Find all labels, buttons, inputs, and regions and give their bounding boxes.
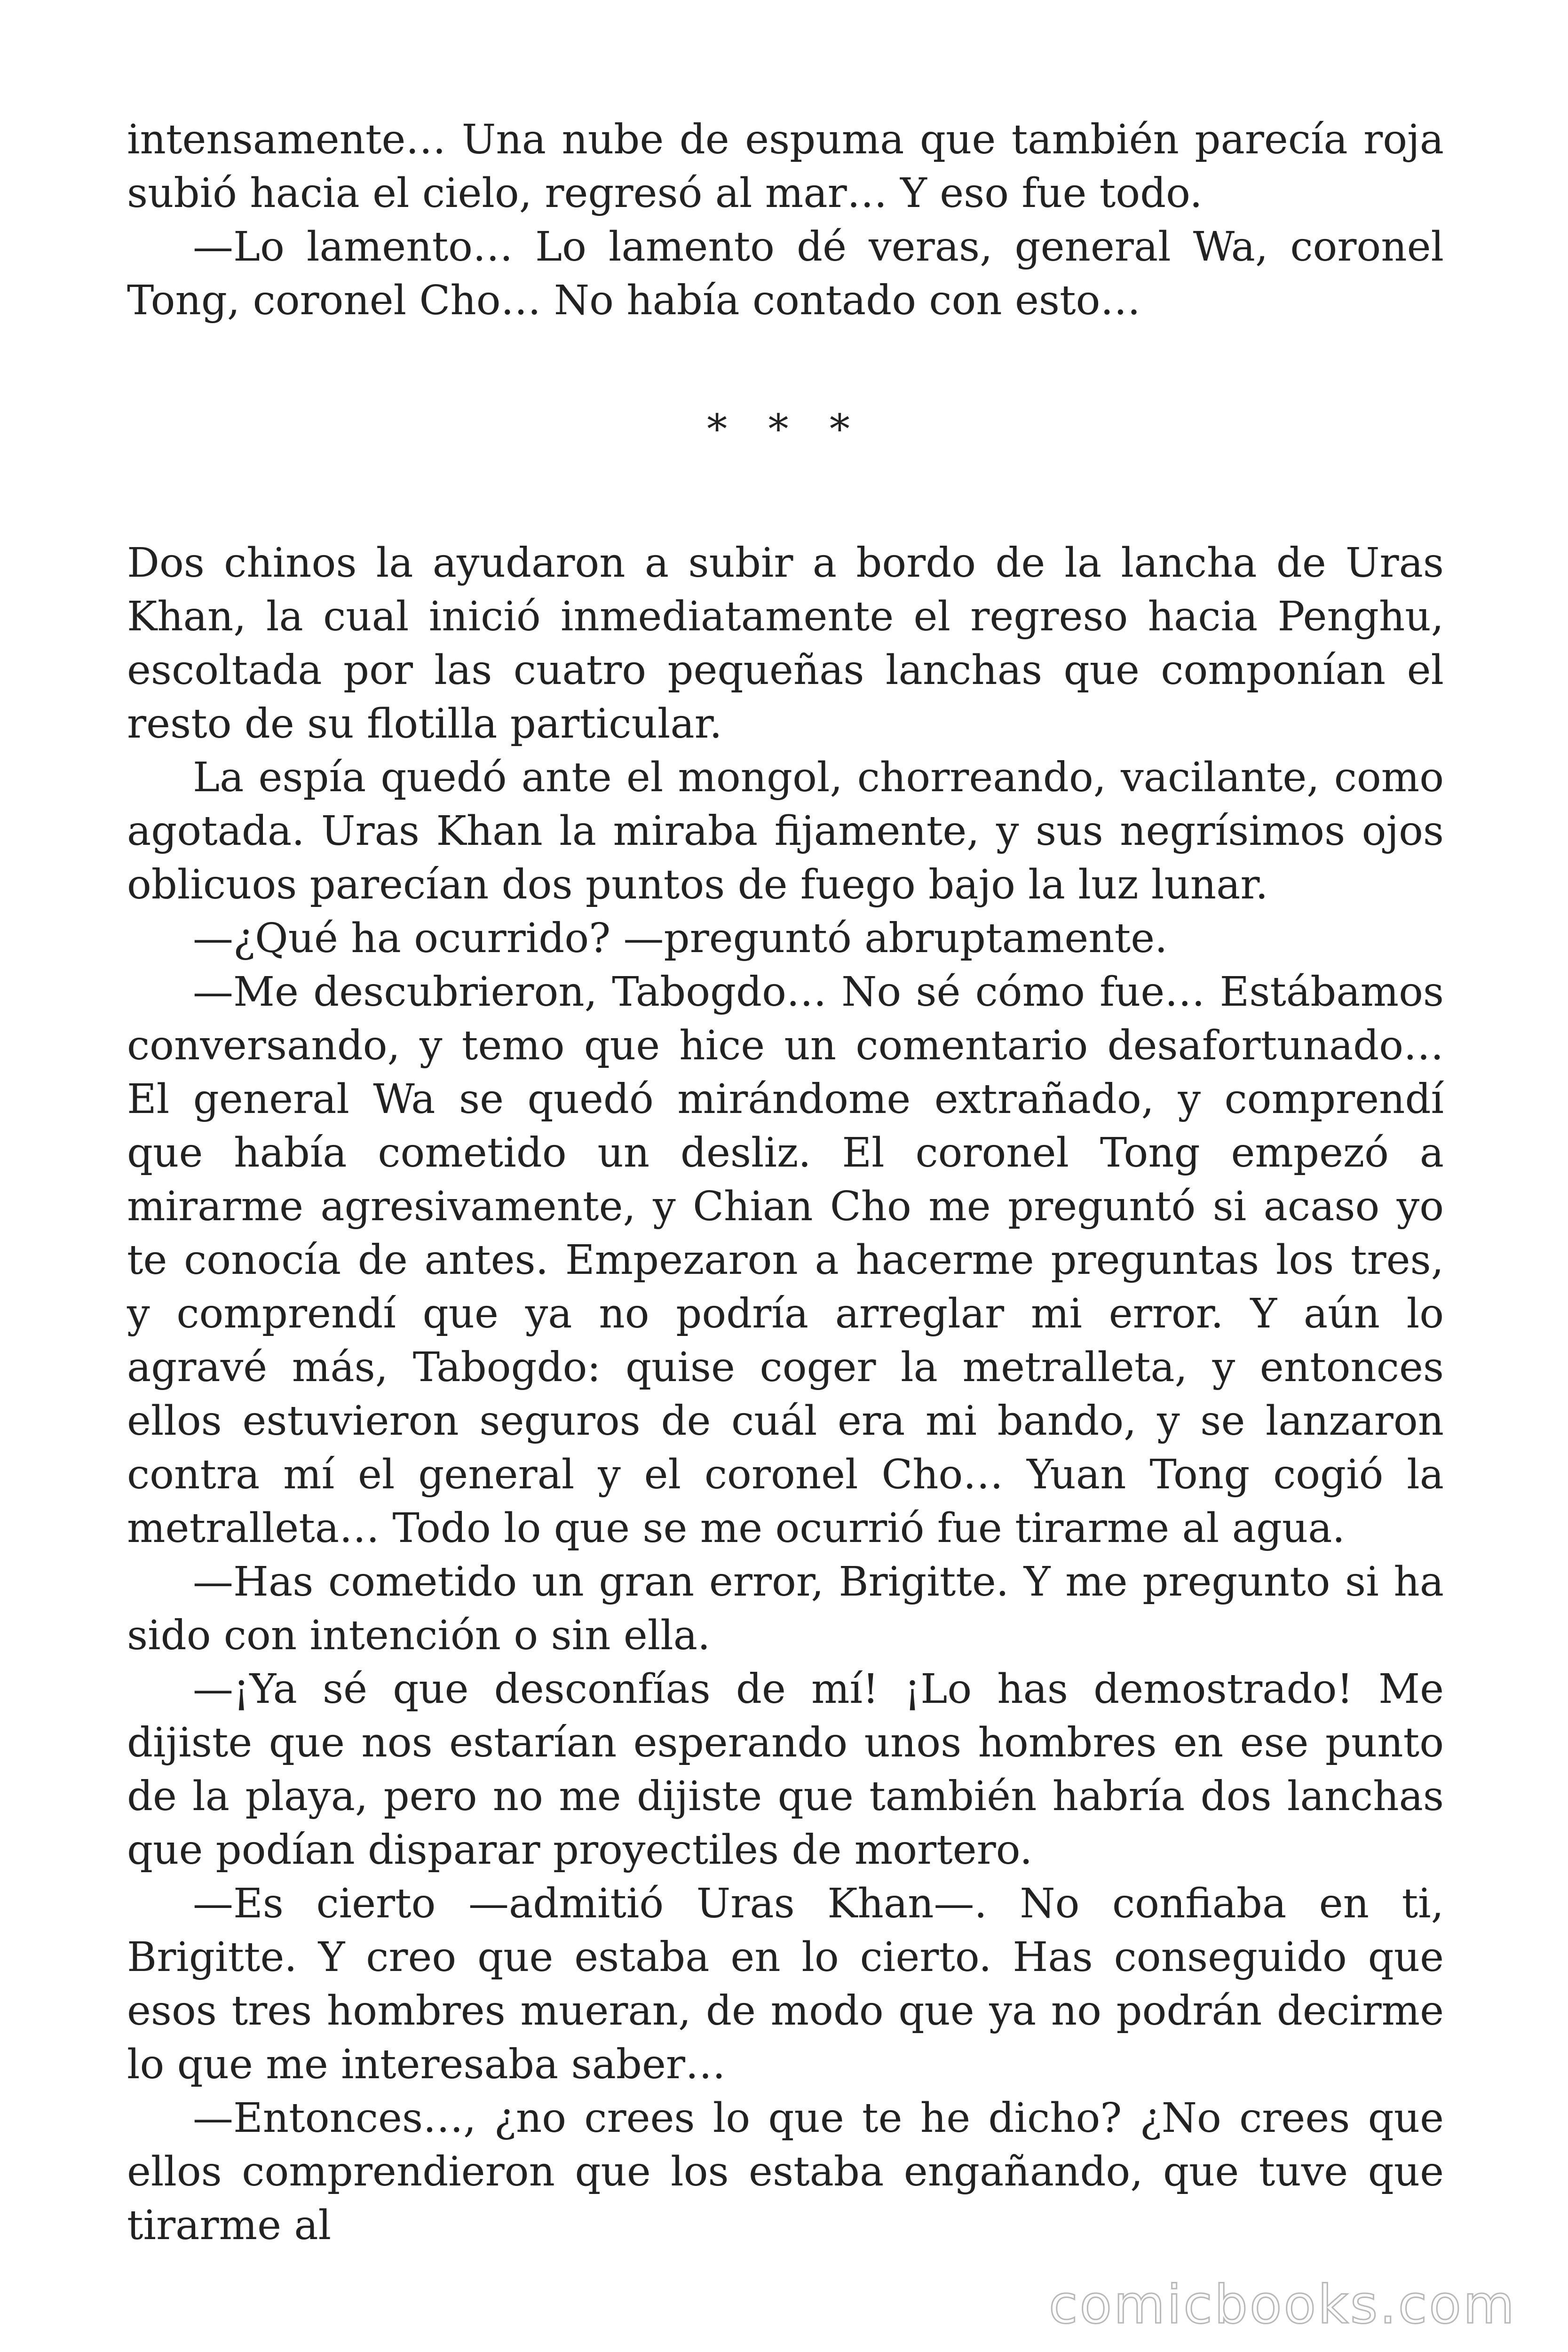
paragraph: —Has cometido un gran error, Brigitte. Y me pregunto si ha sido con intención o sin ella. (127, 1558, 1444, 1659)
section-separator: * * * (707, 406, 864, 453)
paragraph: La espía quedó ante el mongol, chorreando, vacilante, como agotada. Uras Khan la miraba fijamente, y sus negrísimos ojos oblicuos parecían dos puntos de fuego bajo la luz lunar. (127, 754, 1444, 908)
paragraph: —¡Ya sé que desconfías de mí! ¡Lo has demostrado! Me dijiste que nos estarían esperando unos hombres en ese punto de la playa, pero no me dijiste que también habría dos lanchas que podían disparar proyectiles de mortero. (127, 1666, 1444, 1874)
paragraph: intensamente… Una nube de espuma que también parecía roja subió hacia el cielo, regresó al mar… Y eso fue todo. (127, 116, 1444, 217)
paragraph: Dos chinos la ayudaron a subir a bordo de la lancha de Uras Khan, la cual inició inmediatamente el regreso hacia Penghu, escoltada por las cuatro pequeñas lanchas que componían el resto de su flotilla particular. (127, 540, 1444, 747)
book-page (127, 113, 1444, 2252)
paragraph: —¿Qué ha ocurrido? —preguntó abruptamente. (193, 915, 1168, 962)
paragraph: —Entonces…, ¿no crees lo que te he dicho? ¿No crees que ellos comprendieron que los estaba engañando, que tuve que tirarme al (127, 2095, 1444, 2249)
paragraph: —Me descubrieron, Tabogdo… No sé cómo fue… Estábamos conversando, y temo que hice un comentario desafortunado… El general Wa se quedó mirándome extrañado, y comprendí que había cometido un desliz. El coronel Tong empezó a mirarme agresivamente, y Chian Cho me preguntó si acaso yo te conocía de antes. Empezaron a hacerme preguntas los tres, y comprendí que ya no podría arreglar mi error. Y aún lo agravé más, Tabogdo: quise coger la metralleta, y entonces ellos estuvieron seguros de cuál era mi bando, y se lanzaron contra mí el general y el coronel Cho… Yuan Tong cogió la metralleta… Todo lo que se me ocurrió fue tirarme al agua. (127, 969, 1444, 1552)
watermark: comicbooks.com (1048, 2274, 1516, 2336)
paragraph: —Lo lamento… Lo lamento dé veras, general Wa, coronel Tong, coronel Cho… No había contado con esto… (127, 223, 1444, 324)
paragraph: —Es cierto —admitió Uras Khan—. No confiaba en ti, Brigitte. Y creo que estaba en lo cierto. Has conseguido que esos tres hombres mueran, de modo que ya no podrán decirme lo que me interesaba saber… (127, 1880, 1444, 2088)
